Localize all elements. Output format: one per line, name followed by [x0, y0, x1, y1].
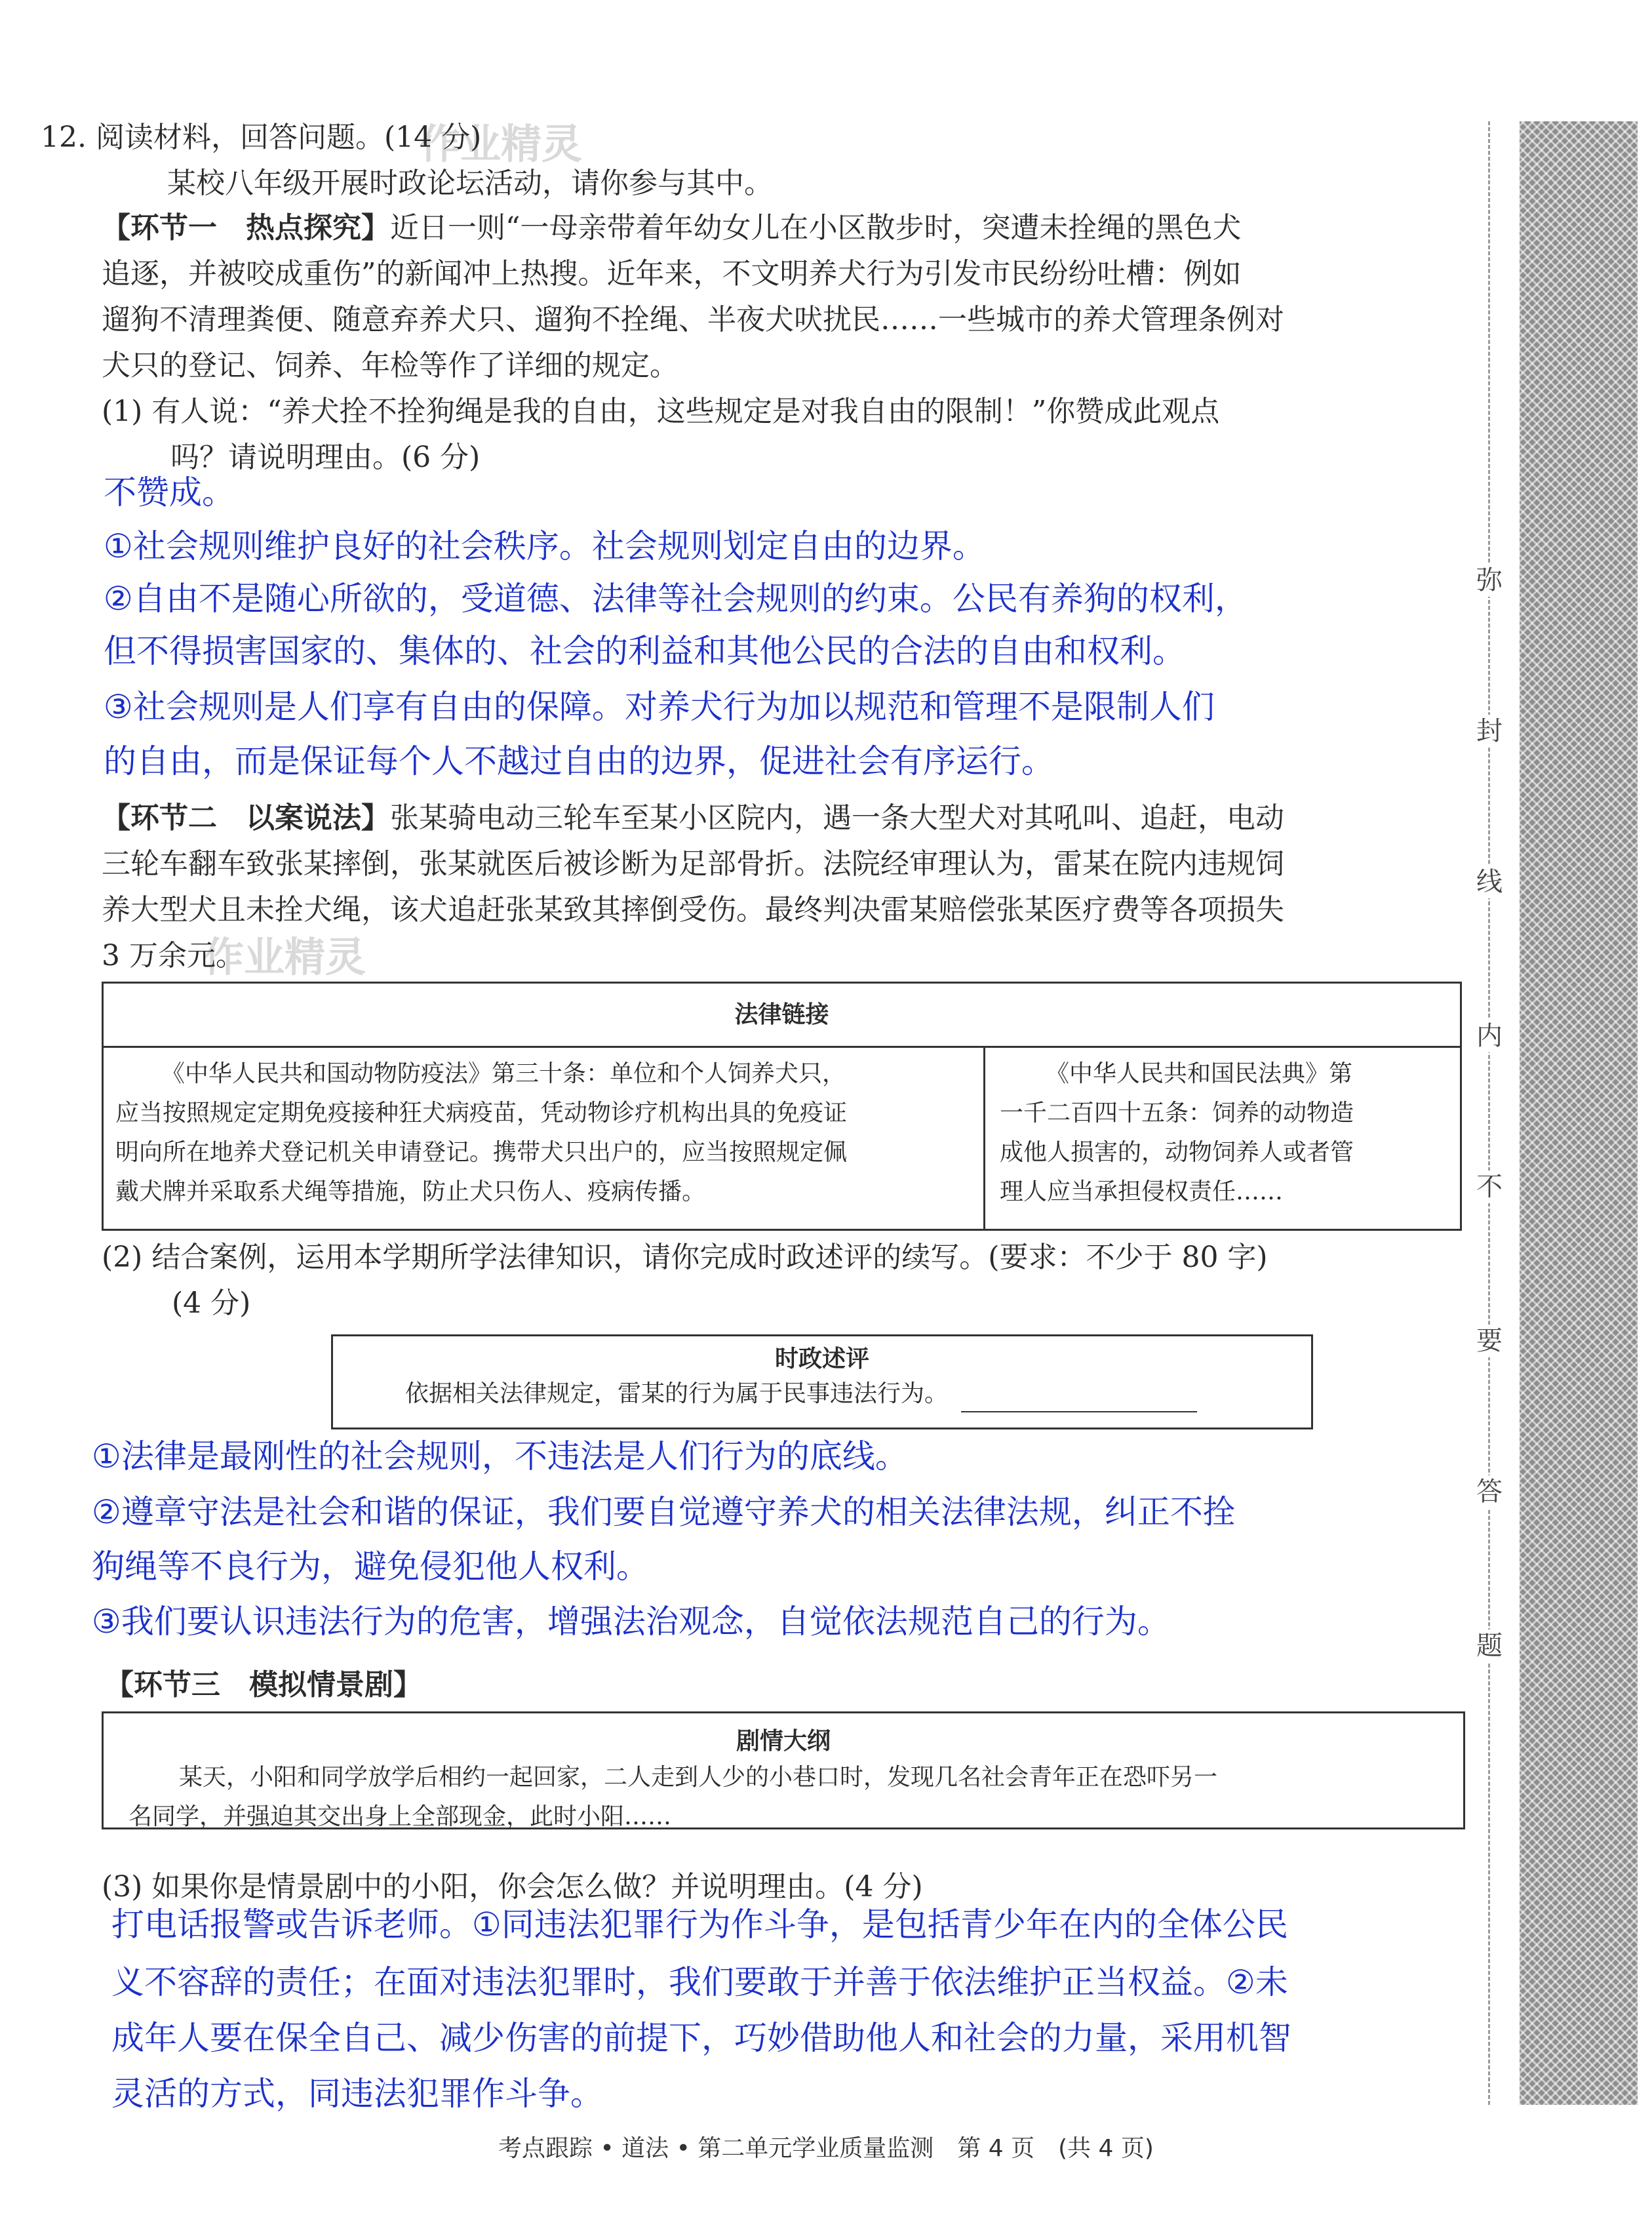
section2-text: 三轮车翻车致张某摔倒，张某就医后被诊断为足部骨折。法院经审理认为，雷某在院内违规饲 — [102, 847, 1284, 881]
section2-first-line — [102, 799, 1465, 838]
law-left-line: 明向所在地养犬登记机关申请登记。携带犬只出户的，应当按照规定佩 — [115, 1139, 848, 1166]
section2-label: 【环节二 以案说法】 — [102, 801, 390, 835]
law-right-line: 理人应当承担侵权责任…… — [1000, 1178, 1284, 1205]
q2-answer-line: ①法律是最刚性的社会规则，不违法是人们行为的底线。 — [92, 1437, 908, 1475]
question-header: 12. 阅读材料，回答问题。(14 分) — [41, 121, 482, 154]
q1-answer-line: ①社会规则维护良好的社会秩序。社会规则划定自由的边界。 — [104, 527, 985, 565]
q3-answer-line: 打电话报警或告诉老师。①同违法犯罪行为作斗争，是包括青少年在内的全体公民 — [111, 1906, 1288, 1944]
binding-pattern-strip — [1520, 121, 1638, 2105]
q2-answer-line: 狗绳等不良行为，避免侵犯他人权利。 — [92, 1547, 649, 1586]
review-title: 时政述评 — [774, 1346, 869, 1372]
section1-text: 遛狗不清理粪便、随意弃养犬只、遛狗不拴绳、半夜犬吠扰民……一些城市的养犬管理条例对 — [102, 303, 1284, 336]
review-text-row — [333, 1376, 1311, 1412]
page-footer: 考点跟踪 • 道法 • 第二单元学业质量监测 第 4 页 (共 4 页) — [498, 2135, 1154, 2162]
law-left-cell — [104, 1048, 985, 1229]
q3-answer-line: 义不容辞的责任；在面对违法犯罪时，我们要敢于并善于依法维护正当权益。②未 — [111, 1963, 1288, 2001]
review-box — [331, 1334, 1313, 1429]
plot-box — [102, 1711, 1465, 1829]
law-right-line: 《中华人民共和国民法典》第 — [1046, 1060, 1353, 1087]
law-right-cell — [985, 1048, 1460, 1229]
review-text: 依据相关法律规定，雷某的行为属于民事违法行为。 — [405, 1380, 949, 1407]
watermark: 作业精灵 — [420, 120, 583, 168]
plot-line: 名同学，并强迫其交出身上全部现金，此时小阳…… — [128, 1803, 672, 1830]
section1-label: 【环节一 热点探究】 — [102, 211, 390, 245]
q1-answer-line: 不赞成。 — [104, 473, 235, 511]
section2-text: 张某骑电动三轮车至某小区院内，遇一条大型犬对其吼叫、追赶，电动 — [390, 801, 1284, 835]
q3-answer-line: 成年人要在保全自己、减少伤害的前提下，巧妙借助他人和社会的力量，采用机智 — [111, 2019, 1291, 2057]
q3-answer-line: 灵活的方式，同违法犯罪作斗争。 — [111, 2075, 603, 2113]
q2-prompt: (2) 结合案例，运用本学期所学法律知识，请你完成时政述评的续写。(要求：不少于 80 字) — [102, 1241, 1268, 1274]
q2-answer-line: ②遵章守法是社会和谐的保证，我们要自觉遵守养犬的相关法律法规，纠正不拴 — [92, 1493, 1236, 1531]
plot-title: 剧情大纲 — [736, 1728, 831, 1755]
law-left-line: 《中华人民共和国动物防疫法》第三十条：单位和个人饲养犬只， — [161, 1060, 846, 1087]
plot-line: 某天，小阳和同学放学后相约一起回家，二人走到人少的小巷口时，发现几名社会青年正在恐吓另一 — [179, 1764, 1218, 1791]
q1-prompt: 吗？请说明理由。(6 分) — [170, 441, 481, 474]
seal-char: 弥 — [1476, 565, 1503, 595]
q2-prompt: (4 分) — [172, 1287, 251, 1320]
review-blank-line — [961, 1385, 1197, 1412]
section1-first-line — [102, 209, 1465, 248]
seal-char: 不 — [1476, 1172, 1503, 1202]
law-right-line: 一千二百四十五条：饲养的动物造 — [1000, 1100, 1354, 1127]
q2-answer-line: ③我们要认识违法行为的危害，增强法治观念，自觉依法规范自己的行为。 — [92, 1603, 1170, 1641]
q1-answer-line: ③社会规则是人们享有自由的保障。对养犬行为加以规范和管理不是限制人们 — [104, 688, 1215, 726]
law-left-line: 戴犬牌并采取系犬绳等措施，防止犬只伤人、疫病传播。 — [115, 1178, 706, 1205]
seal-char: 要 — [1476, 1326, 1503, 1356]
section2-text: 养大型犬且未拴犬绳，该犬追赶张某致其摔倒受伤。最终判决雷某赔偿张某医疗费等各项损失 — [102, 893, 1284, 927]
seal-char: 题 — [1476, 1631, 1503, 1661]
question-intro: 某校八年级开展时政论坛活动，请你参与其中。 — [167, 167, 773, 200]
seal-char: 封 — [1476, 716, 1503, 746]
section1-text: 犬只的登记、饲养、年检等作了详细的规定。 — [102, 349, 678, 382]
section3-label: 【环节三 模拟情景剧】 — [105, 1668, 422, 1702]
seal-char: 线 — [1476, 867, 1503, 897]
law-right-line: 成他人损害的，动物饲养人或者管 — [1000, 1139, 1354, 1166]
watermark: 作业精灵 — [203, 933, 366, 981]
law-left-line: 应当按照规定定期免疫接种狂犬病疫苗，凭动物诊疗机构出具的免疫证 — [115, 1100, 848, 1127]
q1-answer-line: 但不得损害国家的、集体的、社会的利益和其他公民的合法的自由和权利。 — [104, 632, 1185, 670]
seal-char: 答 — [1476, 1477, 1503, 1507]
q3-prompt: (3) 如果你是情景剧中的小阳，你会怎么做？并说明理由。(4 分) — [102, 1870, 923, 1904]
law-link-box — [102, 982, 1462, 1231]
q1-answer-line: ②自由不是随心所欲的，受道德、法律等社会规则的约束。公民有养狗的权利， — [104, 580, 1248, 618]
q1-answer-line: 的自由，而是保证每个人不越过自由的边界，促进社会有序运行。 — [104, 742, 1054, 780]
section1-text: 追逐，并被咬成重伤”的新闻冲上热搜。近年来，不文明养犬行为引发市民纷纷吐槽：例如 — [102, 257, 1242, 290]
q1-prompt: (1) 有人说：“养犬拴不拴狗绳是我的自由，这些规定是对我自由的限制！”你赞成此观点 — [102, 395, 1220, 428]
seal-dashed-line — [1488, 121, 1490, 2105]
seal-char: 内 — [1476, 1021, 1503, 1051]
section2-text: 3 万余元。 — [102, 939, 245, 972]
law-link-title: 法律链接 — [104, 984, 1460, 1048]
section1-text: 近日一则“一母亲带着年幼女儿在小区散步时，突遭未拴绳的黑色犬 — [390, 211, 1242, 245]
